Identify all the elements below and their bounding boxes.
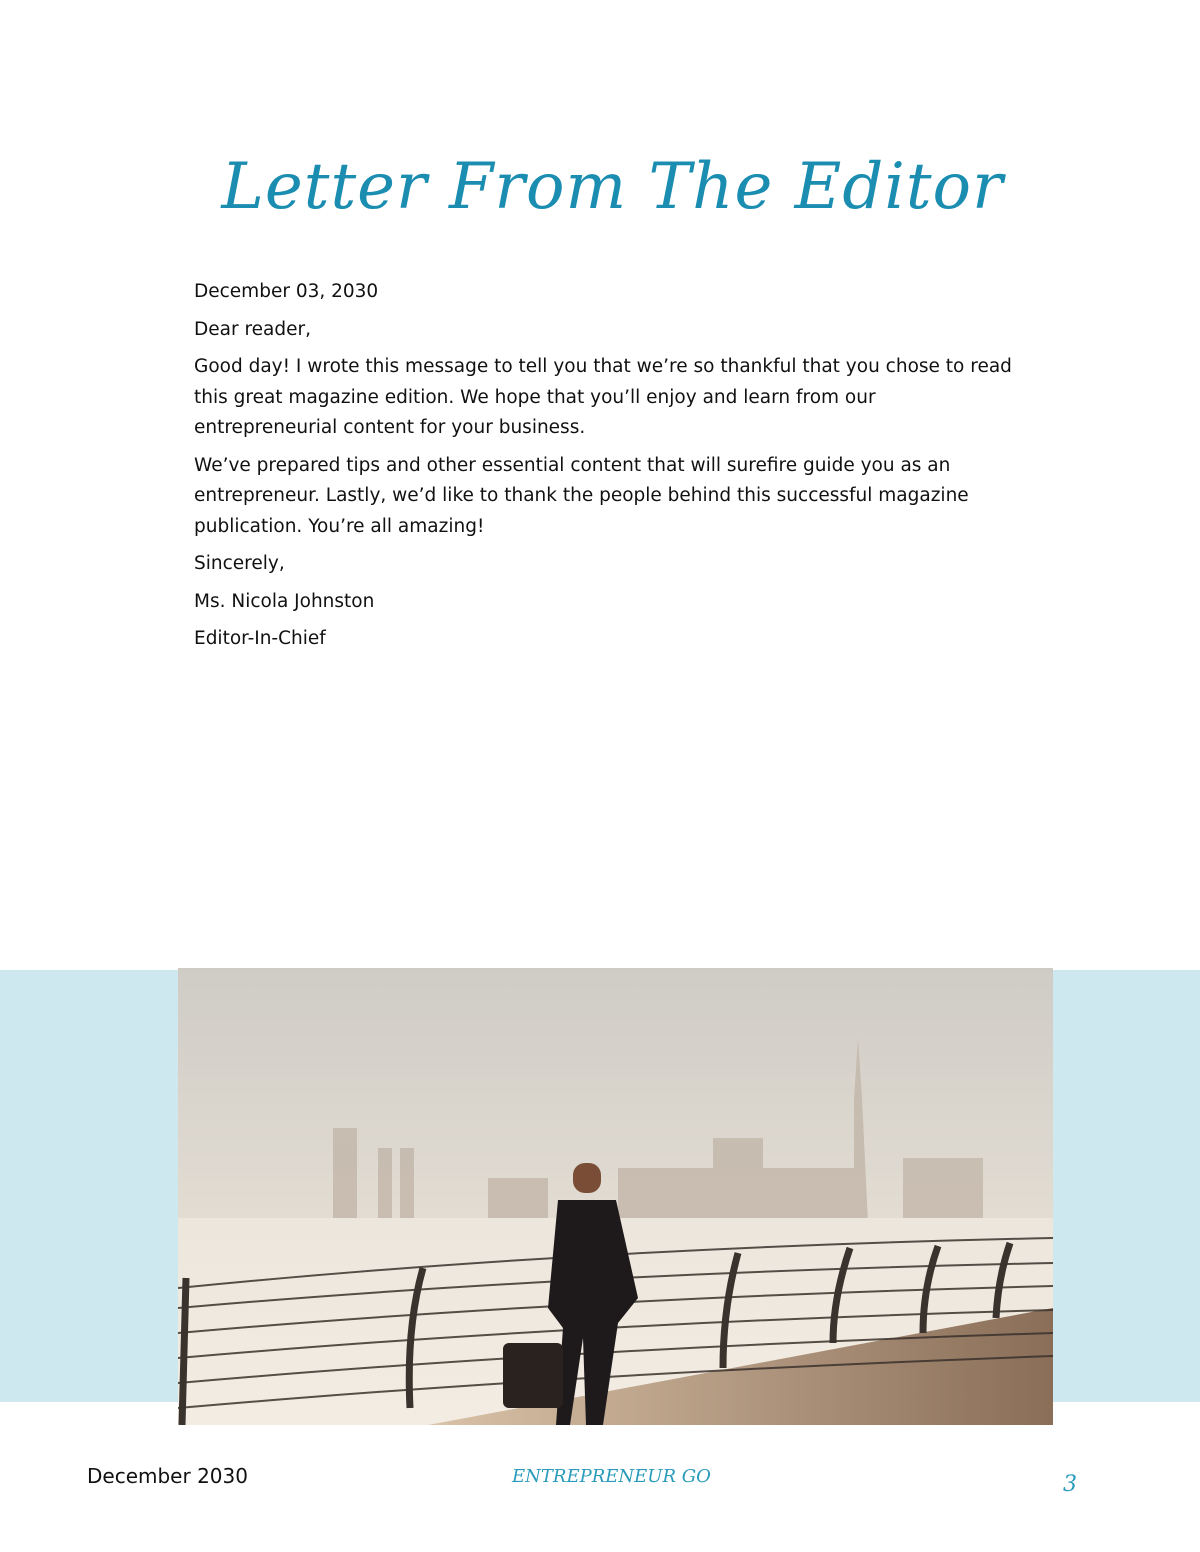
letter-closing: Sincerely, xyxy=(194,553,285,574)
letter-date: December 03, 2030 xyxy=(194,281,379,302)
letter-paragraph: Good day! I wrote this message to tell you that we’re so thankful that you chose to read this great magazine edition. We hope that you’ll enjoy and learn from our entrepreneurial content for your business. xyxy=(194,356,1012,438)
photo-businessman-waterfront xyxy=(178,968,1053,1425)
letter-body xyxy=(194,277,1014,662)
letter-paragraph: We’ve prepared tips and other essential content that will surefire guide you as an entrepreneur. Lastly, we’d like to thank the people behind this successful magazine publication. You’re all amazing! xyxy=(194,454,969,537)
letter-greeting: Dear reader, xyxy=(194,318,311,340)
signer-name: Ms. Nicola Johnston xyxy=(194,590,375,612)
footer-date: December 2030 xyxy=(87,1464,248,1488)
footer-magazine-name: ENTREPRENEUR GO xyxy=(512,1466,711,1487)
page-title: Letter From The Editor xyxy=(221,150,1004,224)
page-number: 3 xyxy=(1063,1472,1077,1497)
signer-title: Editor-In-Chief xyxy=(194,628,326,649)
